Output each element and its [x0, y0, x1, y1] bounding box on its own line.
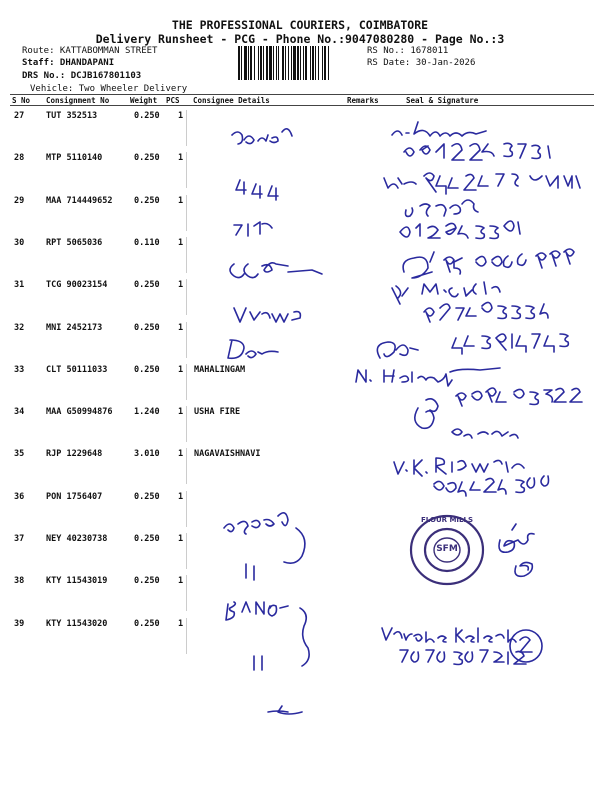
row-weight: 0.250: [134, 153, 160, 164]
row-sno: 31: [14, 280, 25, 291]
row-weight: 0.250: [134, 280, 160, 291]
row-consignment: KTY 11543019: [46, 576, 108, 587]
row-pcs: 1: [178, 449, 184, 460]
row-pcs: 1: [178, 618, 184, 629]
drs-label: DRS No.: DCJB167801103: [22, 71, 142, 81]
row-sno: 30: [14, 237, 25, 248]
row-consignee: USHA FIRE: [194, 407, 241, 418]
col-pcs: PCS: [166, 96, 180, 105]
row-consignment: NEY 40230738: [46, 534, 108, 544]
row-sno: 37: [14, 534, 25, 544]
row-pcs: 1: [178, 153, 184, 164]
row-sno: 28: [14, 153, 25, 164]
row-consignment: KTY 11543020: [46, 618, 108, 629]
vehicle-label: Vehicle: Two Wheeler Delivery: [30, 84, 188, 94]
row-consignment: RPT 5065036: [46, 237, 103, 248]
col-sno: S No: [12, 96, 31, 105]
col-consignee: Consignee Details: [193, 96, 270, 105]
staff-label: Staff: DHANDAPANI: [22, 58, 115, 68]
row-pcs: 1: [178, 407, 184, 418]
row-pcs: 1: [178, 280, 184, 291]
row-weight: 0.250: [134, 111, 160, 121]
row-sno: 35: [14, 449, 25, 460]
row-consignee: MAHALINGAM: [194, 364, 246, 375]
row-sno: 32: [14, 322, 25, 333]
row-consignment: MNI 2452173: [46, 322, 103, 333]
row-consignment: MTP 5110140: [46, 153, 103, 164]
row-sno: 33: [14, 364, 25, 375]
row-consignee: NAGAVAISHNAVI: [194, 449, 261, 460]
row-pcs: 1: [178, 195, 184, 206]
row-pcs: 1: [178, 322, 184, 333]
rs-number: RS No.: 1678011: [367, 46, 449, 56]
row-consignment: TCG 90023154: [46, 280, 108, 291]
runsheet-title: Delivery Runsheet - PCG - Phone No.:9047080280 - Page No.:3: [95, 32, 505, 46]
row-consignment: TUT 352513: [46, 111, 98, 121]
row-sno: 38: [14, 576, 25, 587]
row-weight: 0.250: [134, 364, 160, 375]
row-consignment: MAA 714449652: [46, 195, 113, 206]
row-pcs: 1: [178, 534, 184, 544]
row-weight: 1.240: [134, 407, 160, 418]
row-weight: 0.250: [134, 576, 160, 587]
row-sno: 34: [14, 407, 25, 418]
row-pcs: 1: [178, 576, 184, 587]
row-sno: 36: [14, 491, 25, 502]
row-consignment: RJP 1229648: [46, 449, 103, 460]
stamp-center-text: SFM: [436, 544, 458, 554]
company-name: THE PROFESSIONAL COURIERS, COIMBATORE: [171, 18, 429, 32]
row-pcs: 1: [178, 111, 184, 121]
row-weight: 0.250: [134, 322, 160, 333]
col-weight: Weight: [130, 96, 158, 105]
row-weight: 3.010: [134, 449, 160, 460]
col-seal-signature: Seal & Signature: [406, 96, 479, 105]
row-weight: 0.250: [134, 534, 160, 544]
row-weight: 0.250: [134, 195, 160, 206]
row-pcs: 1: [178, 491, 184, 502]
row-weight: 0.110: [134, 237, 160, 248]
rs-date: RS Date: 30-Jan-2026: [367, 58, 476, 68]
row-sno: 27: [14, 111, 25, 121]
row-sno: 29: [14, 195, 25, 206]
col-remarks: Remarks: [347, 96, 379, 105]
row-pcs: 1: [178, 364, 184, 375]
row-consignment: MAA G50994876: [46, 407, 113, 418]
stamp-ring-text: FLOUR MILLS: [421, 516, 473, 524]
row-weight: 0.250: [134, 618, 160, 629]
row-pcs: 1: [178, 237, 184, 248]
col-consignment: Consignment No: [46, 96, 110, 105]
row-consignment: PON 1756407: [46, 491, 103, 502]
row-weight: 0.250: [134, 491, 160, 502]
row-sno: 39: [14, 618, 25, 629]
row-consignment: CLT 50111033: [46, 364, 108, 375]
route-label: Route: KATTABOMMAN STREET: [22, 46, 158, 56]
